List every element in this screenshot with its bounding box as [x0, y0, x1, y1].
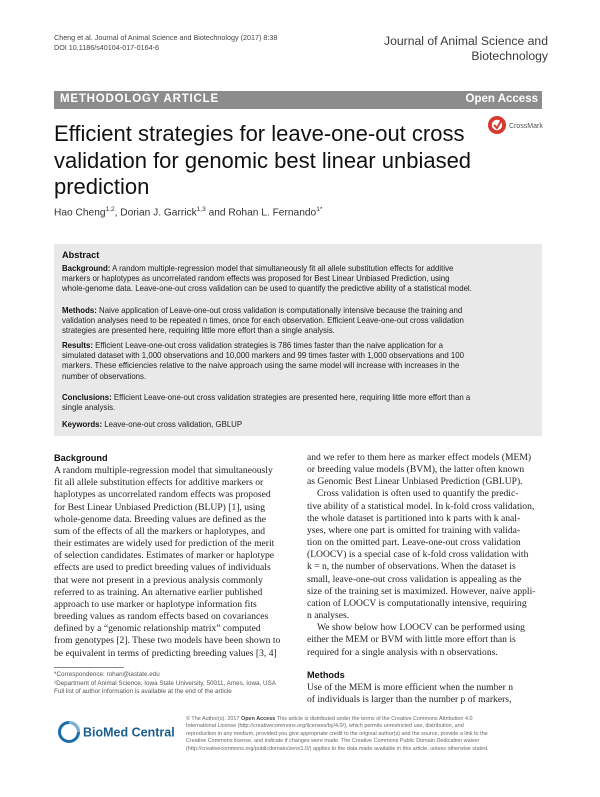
- author-list: Hao Cheng$^{1,2}$, Dorian J. Garrick$^{1,3}$ and Rohan L. Fernando$^{1*}$: [54, 206, 323, 219]
- text-line: for Best Linear Unbiased Prediction (BLUP) [1], using: [54, 501, 266, 513]
- abstract-background: [62, 264, 536, 295]
- citation-header: [54, 33, 277, 53]
- license-text: [186, 716, 543, 753]
- author-affiliation: 1,2: [105, 206, 115, 213]
- text-line: tion on the omitted part. Leave-one-out cross validation: [307, 537, 521, 549]
- journal-name: [368, 34, 548, 64]
- crossmark-icon: [487, 114, 545, 136]
- text-line: the whole dataset is partitioned into k parts with k anal-: [307, 512, 521, 524]
- text-line: We show below how LOOCV can be performed using: [317, 622, 525, 634]
- text-line: sum of the effects of all the markers or haplotypes, and: [54, 525, 266, 537]
- section-heading-methods: Methods: [307, 669, 345, 680]
- abstract-text: markers or haplotypes as uncorrelated random effects was proposed for Best Linear Unbiased Prediction, using: [62, 274, 450, 284]
- article-title: [54, 121, 494, 201]
- author-info-note: Full list of author information is available at the end of the article: [54, 688, 232, 695]
- text-line: whole-genome data. Breeding values are defined as the: [54, 513, 267, 525]
- abstract-text: single analysis.: [62, 403, 116, 413]
- abstract-text: simulated dataset with 1,000 observations and 10,000 markers and 99 times faster with 1,000 observations and 100: [62, 351, 465, 361]
- license-line: This article is distributed under the terms of the Creative Commons Attribution 4.0: [276, 716, 473, 722]
- text-line: as Genomic Best Linear Unbiased Prediction (GBLUP).: [307, 476, 523, 488]
- paragraph: [307, 452, 543, 488]
- text-line: fit all allele substitution effects for additive markers or: [54, 477, 264, 489]
- text-line: k = n, the number of observations. When the dataset is: [307, 561, 516, 573]
- journal-name-line2: Biotechnology: [471, 49, 548, 63]
- text-line: of individuals is larger than the number p of markers,: [307, 693, 512, 705]
- body-left-column: [54, 452, 294, 660]
- crossmark-label: CrossMark: [509, 123, 543, 130]
- background-paragraph: [54, 465, 294, 660]
- article-type-label: METHODOLOGY ARTICLE: [60, 93, 219, 105]
- open-access-note: Open Access: [241, 716, 276, 722]
- license-line: (http://creativecommons.org/publicdomain/zero/1.0/) applies to the data made available in this article, unless otherwise stated.: [186, 745, 489, 752]
- keywords-text: Leave-one-out cross validation, GBLUP: [104, 420, 243, 429]
- author-name: Hao Cheng: [54, 207, 106, 219]
- abstract-text: validation analyses need to be repeated n times, once for each observation. Efficient Leave-one-out cross validation: [62, 316, 464, 326]
- footnote-divider: [54, 667, 124, 668]
- text-line: their estimates are widely used for prediction of the merit: [54, 538, 275, 550]
- abstract-heading: Abstract: [62, 250, 100, 260]
- section-heading-background: Background: [54, 453, 108, 463]
- paragraph: [307, 682, 543, 706]
- paragraph: [307, 488, 543, 622]
- title-line: Efficient strategies for leave-one-out cross: [54, 121, 465, 146]
- abstract-text: number of observations.: [62, 371, 147, 381]
- abstract-text: A random multiple-regression model that simultaneously fit all allele substitution effects for additive: [112, 264, 454, 273]
- abstract-methods: [62, 306, 536, 337]
- text-line: haplotypes as uncorrelated random effects was proposed: [54, 489, 271, 501]
- abstract-text: Efficient Leave-one-out cross validation strategies is 786 times faster than the naive application for a: [95, 341, 443, 350]
- author-affiliation: 1*: [316, 206, 323, 213]
- text-line: size of the training set is maximized. However, naive appli-: [307, 585, 536, 597]
- affiliation: ¹Department of Animal Science, Iowa State University, 50011, Ames, Iowa, USA: [54, 679, 277, 687]
- conclusions-label: Conclusions:: [62, 393, 112, 402]
- text-line: defined by a “genomic relationship matrix” computed: [54, 623, 261, 635]
- biomed-central-logo-icon: [58, 720, 176, 744]
- body-right-column: [307, 452, 543, 706]
- text-line: Cross validation is often used to quantify the predic-: [317, 488, 519, 500]
- abstract-text: whole-genome data. Leave-one-out cross validation can be used to quantify the predictive ability of a statistical model.: [62, 284, 472, 294]
- keywords-label: Keywords:: [62, 420, 103, 429]
- text-line: of selection candidates. Estimates of marker or haplotype: [54, 550, 275, 562]
- footnote: [54, 671, 304, 697]
- abstract-results: [62, 341, 536, 382]
- correspondence: *Correspondence: rohan@iastate.edu: [54, 671, 160, 678]
- text-line: that were not present in a previous analysis commonly: [54, 574, 263, 586]
- results-label: Results:: [62, 341, 93, 350]
- text-line: A random multiple-regression model that simultaneously: [54, 465, 273, 477]
- abstract-keywords: [62, 420, 536, 430]
- text-line: (LOOCV) is a special case of k-fold cross validation with: [307, 549, 529, 561]
- abstract-conclusions: [62, 393, 536, 413]
- text-line: yses, where one part is omitted for training with valida-: [307, 524, 521, 536]
- open-access-label: Open Access: [465, 93, 538, 105]
- text-line: or breeding value models (BVM), the latter often known: [307, 464, 525, 476]
- license-line: International License (http://creativecommons.org/licenses/by/4.0/), which permits unrestricted use, distribution, and: [186, 723, 464, 730]
- text-line: and we refer to them here as marker effect models (MEM): [307, 452, 532, 463]
- author-affiliation: 1,3: [196, 206, 206, 213]
- text-line: referred to as training. An alternative earlier published: [54, 586, 263, 598]
- text-line: effects are used to predict breeding values of individuals: [54, 562, 271, 574]
- license-line: reproduction in any medium, provided you give appropriate credit to the original author(s) and the source, provide a link to the: [186, 730, 488, 737]
- abstract-text: Naive application of Leave-one-out cross validation is computationally intensive because the training and: [99, 306, 463, 315]
- paragraph: [307, 622, 543, 658]
- text-line: n analyses.: [307, 610, 350, 622]
- author-name: Dorian J. Garrick: [120, 207, 197, 219]
- methods-label: Methods:: [62, 306, 97, 315]
- biomed-central-logo-text: BioMed Central: [83, 725, 175, 740]
- text-line: either the MEM or BVM with little more effort than is: [307, 634, 516, 646]
- abstract-text: strategies are presented here, requiring little more effort than a single analysis.: [62, 326, 335, 336]
- text-line: from genotypes [2]. These two models have been shown to: [54, 635, 281, 647]
- text-line: tive ability of a statistical model. In k-fold cross validation,: [307, 500, 535, 512]
- author-name: Rohan L. Fernando: [228, 207, 317, 219]
- crossmark-badge[interactable]: [487, 114, 545, 136]
- title-line: prediction: [54, 174, 150, 199]
- license-line: Creative Commons license, and indicate if changes were made. The Creative Commons Public Domain Dedication waiver: [186, 738, 480, 745]
- text-line: approach to use marker or haplotype information fits: [54, 598, 257, 610]
- background-label: Background:: [62, 264, 111, 273]
- journal-name-line1: Journal of Animal Science and: [384, 34, 548, 48]
- text-line: be equivalent in terms of predicting breeding values [3, 4]: [54, 647, 277, 659]
- text-line: cation of LOOCV is computationally intensive, requiring: [307, 597, 527, 609]
- copyright: © The Author(s). 2017: [186, 716, 240, 722]
- citation-line: Cheng et al. Journal of Animal Science and Biotechnology (2017) 8:38: [54, 33, 278, 42]
- text-line: breeding values as random effects based on covariances: [54, 611, 269, 623]
- text-line: Use of the MEM is more efficient when the number n: [307, 681, 514, 693]
- text-line: required for a single analysis with n observations.: [307, 646, 498, 658]
- doi-line[interactable]: DOI 10.1186/s40104-017-0164-6: [54, 43, 159, 52]
- title-line: validation for genomic best linear unbiased: [54, 147, 472, 173]
- text-line: small, leave-one-out cross validation is appealing as the: [307, 573, 522, 585]
- abstract-text: markers. These efficiencies relative to the naive approach using the same model will increase with increases in the: [62, 361, 460, 371]
- biomed-central-logo[interactable]: [58, 720, 176, 744]
- abstract-text: Efficient Leave-one-out cross validation strategies are presented here, requiring little more effort than a: [113, 393, 471, 402]
